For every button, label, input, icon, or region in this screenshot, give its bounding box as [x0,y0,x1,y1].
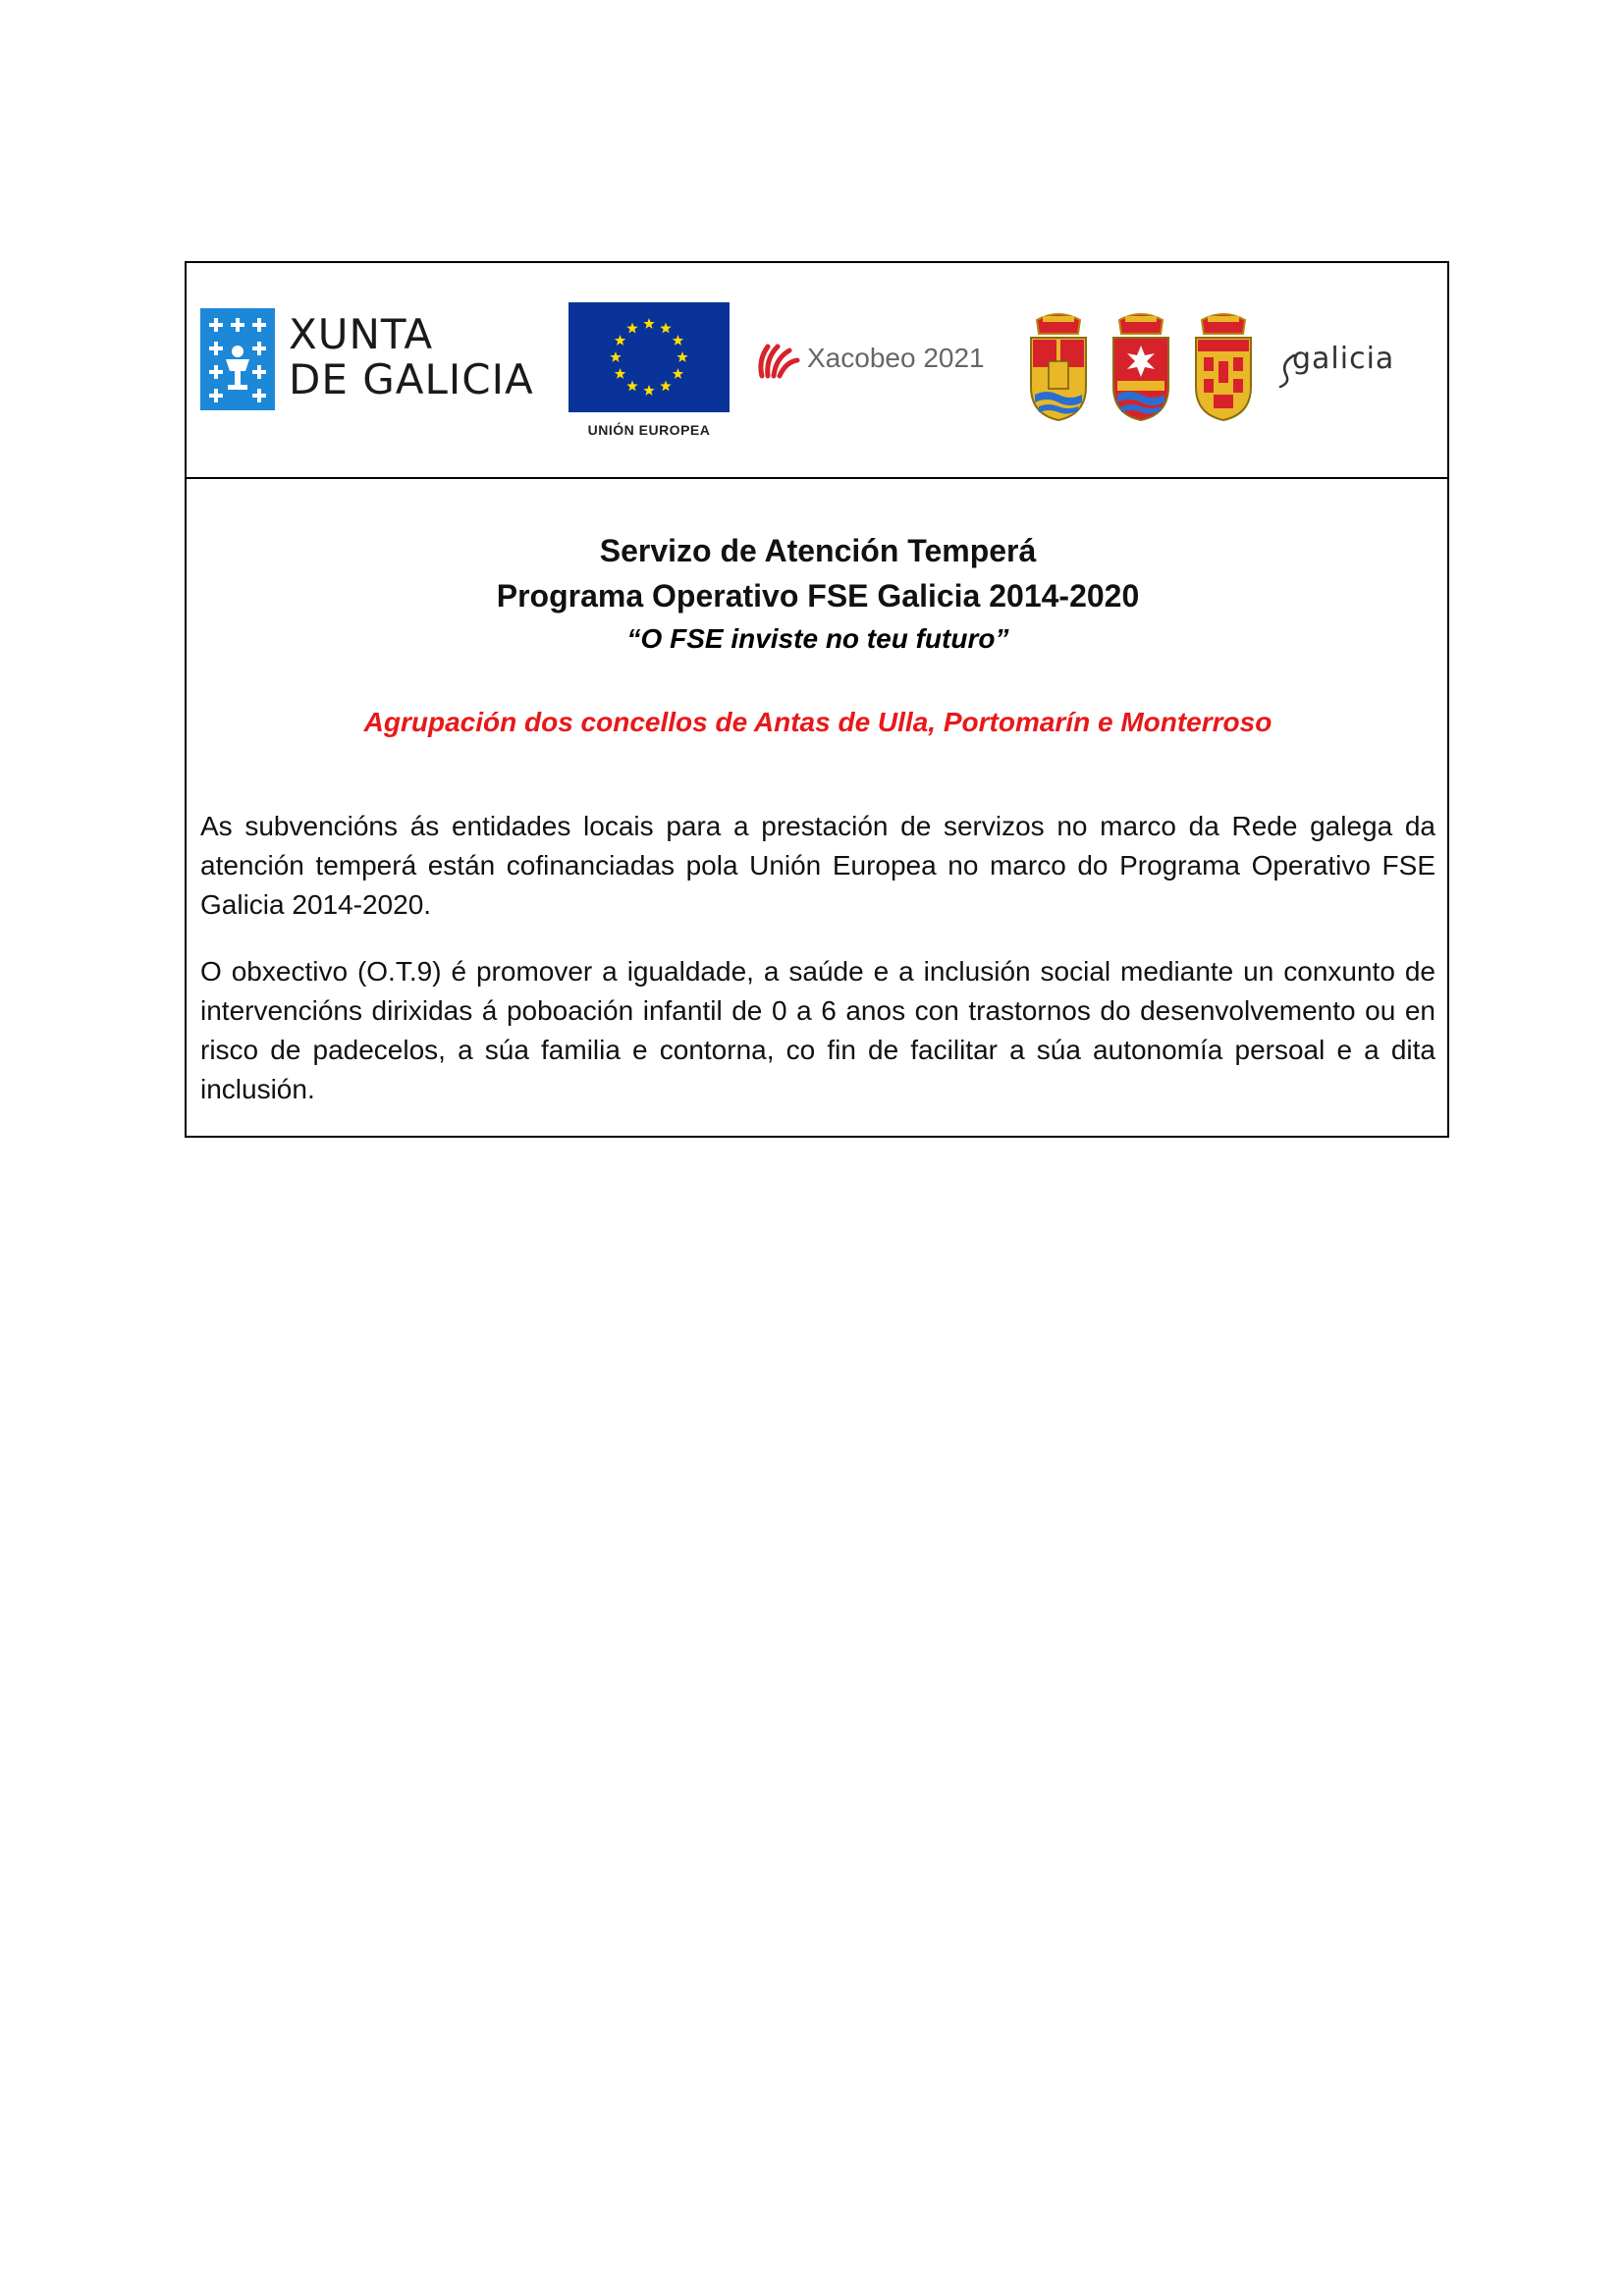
eu-caption: UNIÓN EUROPEA [587,422,711,438]
portomarin-coat-of-arms [1110,312,1172,422]
xacobeo-wordmark: Xacobeo 2021 [807,343,985,373]
motto: “O FSE inviste no teu futuro” [626,623,1009,654]
coat-of-arms-icon [1027,312,1090,422]
xunta-line1: XUNTA [289,310,434,358]
document-box [185,261,1449,1138]
scallop-shell-icon [754,337,801,384]
galicia-brand-logo [1276,342,1404,391]
eu-flag-icon [568,302,730,412]
antas-de-ulla-coat-of-arms [1027,312,1090,422]
title-line-2: Programa Operativo FSE Galicia 2014-2020 [496,578,1140,614]
xunta-line2: DE GALICIA [289,355,534,403]
text-section [200,528,1435,1109]
coat-of-arms-icon [1110,312,1172,422]
union-europea-logo [568,302,730,440]
paragraph-1: As subvencións ás entidades locais para a prestación de servizos no marco da Rede galega da atención temperá están cofinanciadas pola Unión Europea no marco do Programa Operativo FSE Galicia 2014-2020. [200,811,1435,920]
monterroso-coat-of-arms [1192,312,1255,422]
title-line-1: Servizo de Atención Temperá [599,533,1037,568]
xunta-wordmark [289,312,534,402]
xunta-shield-icon [200,308,275,410]
logo-row [187,263,1447,479]
group-title: Agrupación dos concellos de Antas de Ulla, Portomarín e Monterroso [363,707,1272,737]
xacobeo-2021-logo [754,337,1000,386]
galicia-wordmark: galicia [1292,342,1395,376]
xunta-de-galicia-logo [200,308,534,410]
coat-of-arms-icon [1192,312,1255,422]
paragraph-2: O obxectivo (O.T.9) é promover a igualdade, a saúde e a inclusión social mediante un conxunto de intervencións dirixidas á poboación infantil de 0 a 6 anos con trastornos do desenvolvemento ou en risco de padecelos, a súa familia e contorna, co fin de facilitar a súa autonomía persoal e a dita inclusión. [200,956,1435,1104]
